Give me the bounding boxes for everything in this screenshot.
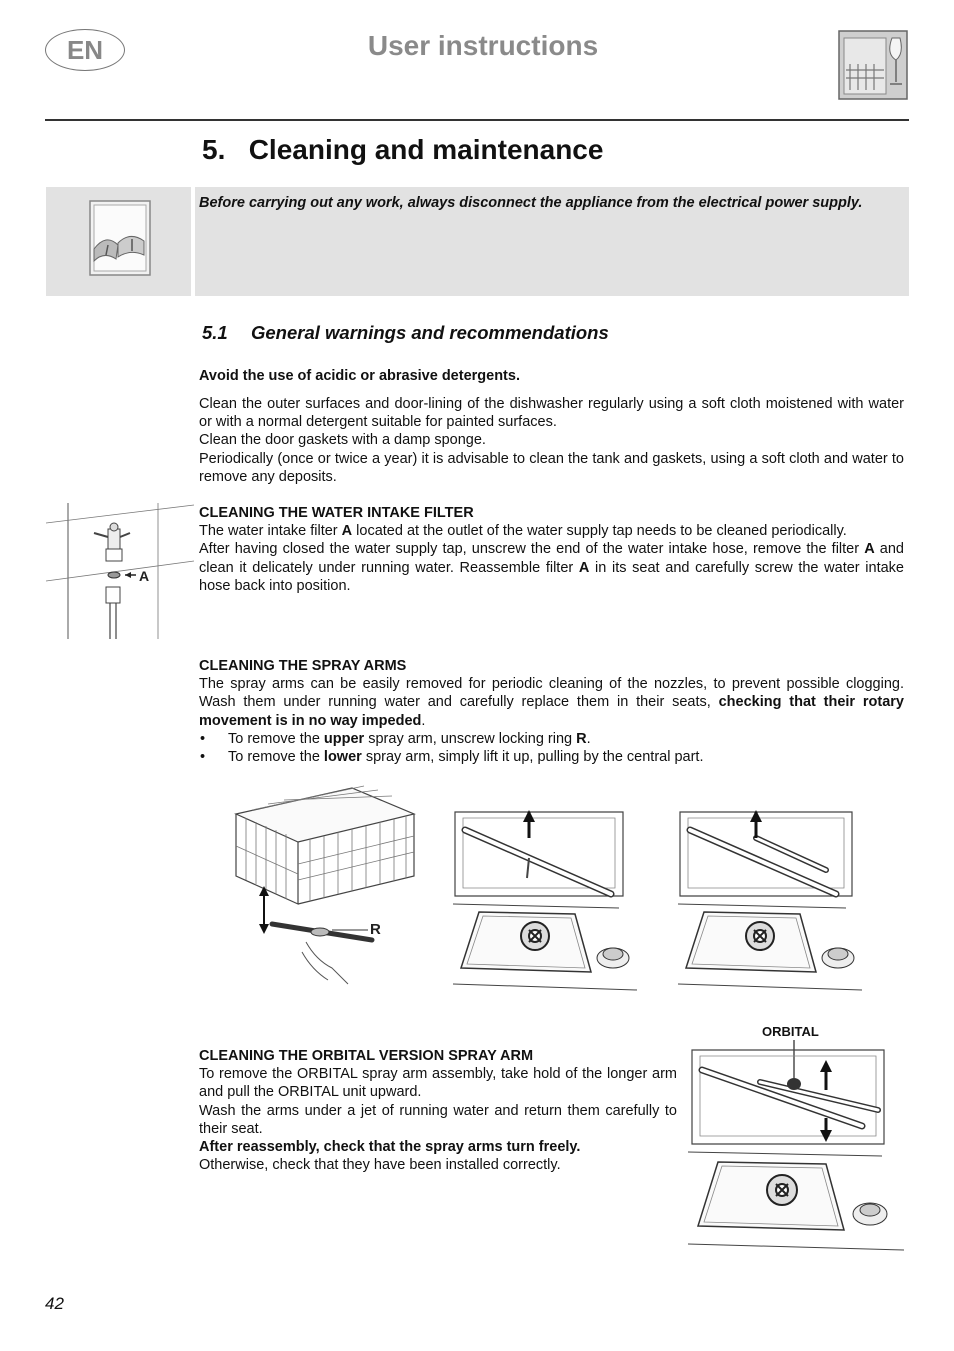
power-socket-icon (46, 187, 191, 296)
lower-spray-arm-figure (451, 808, 641, 992)
upper-spray-arm-figure (232, 784, 418, 990)
orbital-block (199, 1047, 677, 1174)
double-spray-arm-figure (676, 808, 866, 992)
orbital-heading: CLEANING THE ORBITAL VERSION SPRAY ARM (199, 1048, 534, 1064)
orbital-paragraph-1: To remove the ORBITAL spray arm assembly, take hold of the longer arm and pull the ORBITAL unit upward. (199, 1066, 677, 1101)
dishwasher-logo-icon (838, 30, 908, 100)
spray-heading: CLEANING THE SPRAY ARMS (199, 658, 407, 674)
warning-icon-cell (46, 187, 191, 296)
section-title-text: Cleaning and maintenance (248, 134, 604, 165)
section-title (202, 134, 603, 166)
filter-block (199, 504, 904, 595)
orbital-paragraph-2: Wash the arms under a jet of running water and return them carefully to their seat. (199, 1102, 677, 1137)
general-paragraph-2: Clean the door gaskets with a damp sponge. (199, 432, 486, 449)
general-paragraph-3: Periodically (once or twice a year) it is advisable to clean the tank and gaskets, using a soft cloth and water to remove any deposits. (199, 450, 904, 485)
page-number: 42 (45, 1294, 64, 1313)
spray-bullet-upper: • To remove the upper spray arm, unscrew locking ring R. (199, 730, 904, 748)
orbital-spray-arm-figure (686, 1040, 908, 1252)
filter-figure-label: A (139, 568, 150, 584)
subsection-title (202, 322, 609, 344)
header-rule (45, 119, 909, 121)
header-title: User instructions (367, 30, 599, 61)
filter-paragraph-1: The water intake filter A located at the outlet of the water supply tap needs to be cleaned periodically. (199, 523, 847, 540)
section-number: 5. (202, 134, 226, 165)
language-badge: EN (45, 29, 125, 71)
warning-text: Before carrying out any work, always disconnect the appliance from the electrical power supply. (199, 195, 863, 211)
subsection-number: 5.1 (202, 322, 228, 343)
orbital-check-note: After reassembly, check that the spray arms turn freely. (199, 1139, 581, 1156)
orbital-paragraph-4: Otherwise, check that they have been installed correctly. (199, 1157, 561, 1174)
filter-heading: CLEANING THE WATER INTAKE FILTER (199, 505, 474, 521)
avoid-detergents-note: Avoid the use of acidic or abrasive detergents. (199, 368, 520, 384)
subsection-title-text: General warnings and recommendations (251, 322, 609, 343)
spray-arms-block (199, 657, 904, 766)
water-intake-filter-figure (46, 503, 196, 641)
orbital-figure-label: ORBITAL (762, 1024, 819, 1039)
filter-paragraph-2: After having closed the water supply tap, unscrew the end of the water intake hose, remove the filter A and clean it delicately under running water. Reassemble filter A in its seat and carefully screw the water intake hose back into position. (199, 541, 904, 594)
general-paragraph-1: Clean the outer surfaces and door-lining of the dishwasher regularly using a soft cloth moistened with water or with a normal detergent suitable for painted surfaces. (199, 396, 904, 431)
spray-paragraph-1: The spray arms can be easily removed for periodic cleaning of the nozzles, to prevent possible clogging. Wash them under running water and carefully replace them in their seats, checking that their rotary movement is in no way impeded. (199, 676, 904, 729)
spray-bullet-lower: • To remove the lower spray arm, simply lift it up, pulling by the central part. (199, 748, 904, 766)
spray-figure-label: R (370, 921, 381, 938)
general-paragraphs (199, 395, 904, 486)
